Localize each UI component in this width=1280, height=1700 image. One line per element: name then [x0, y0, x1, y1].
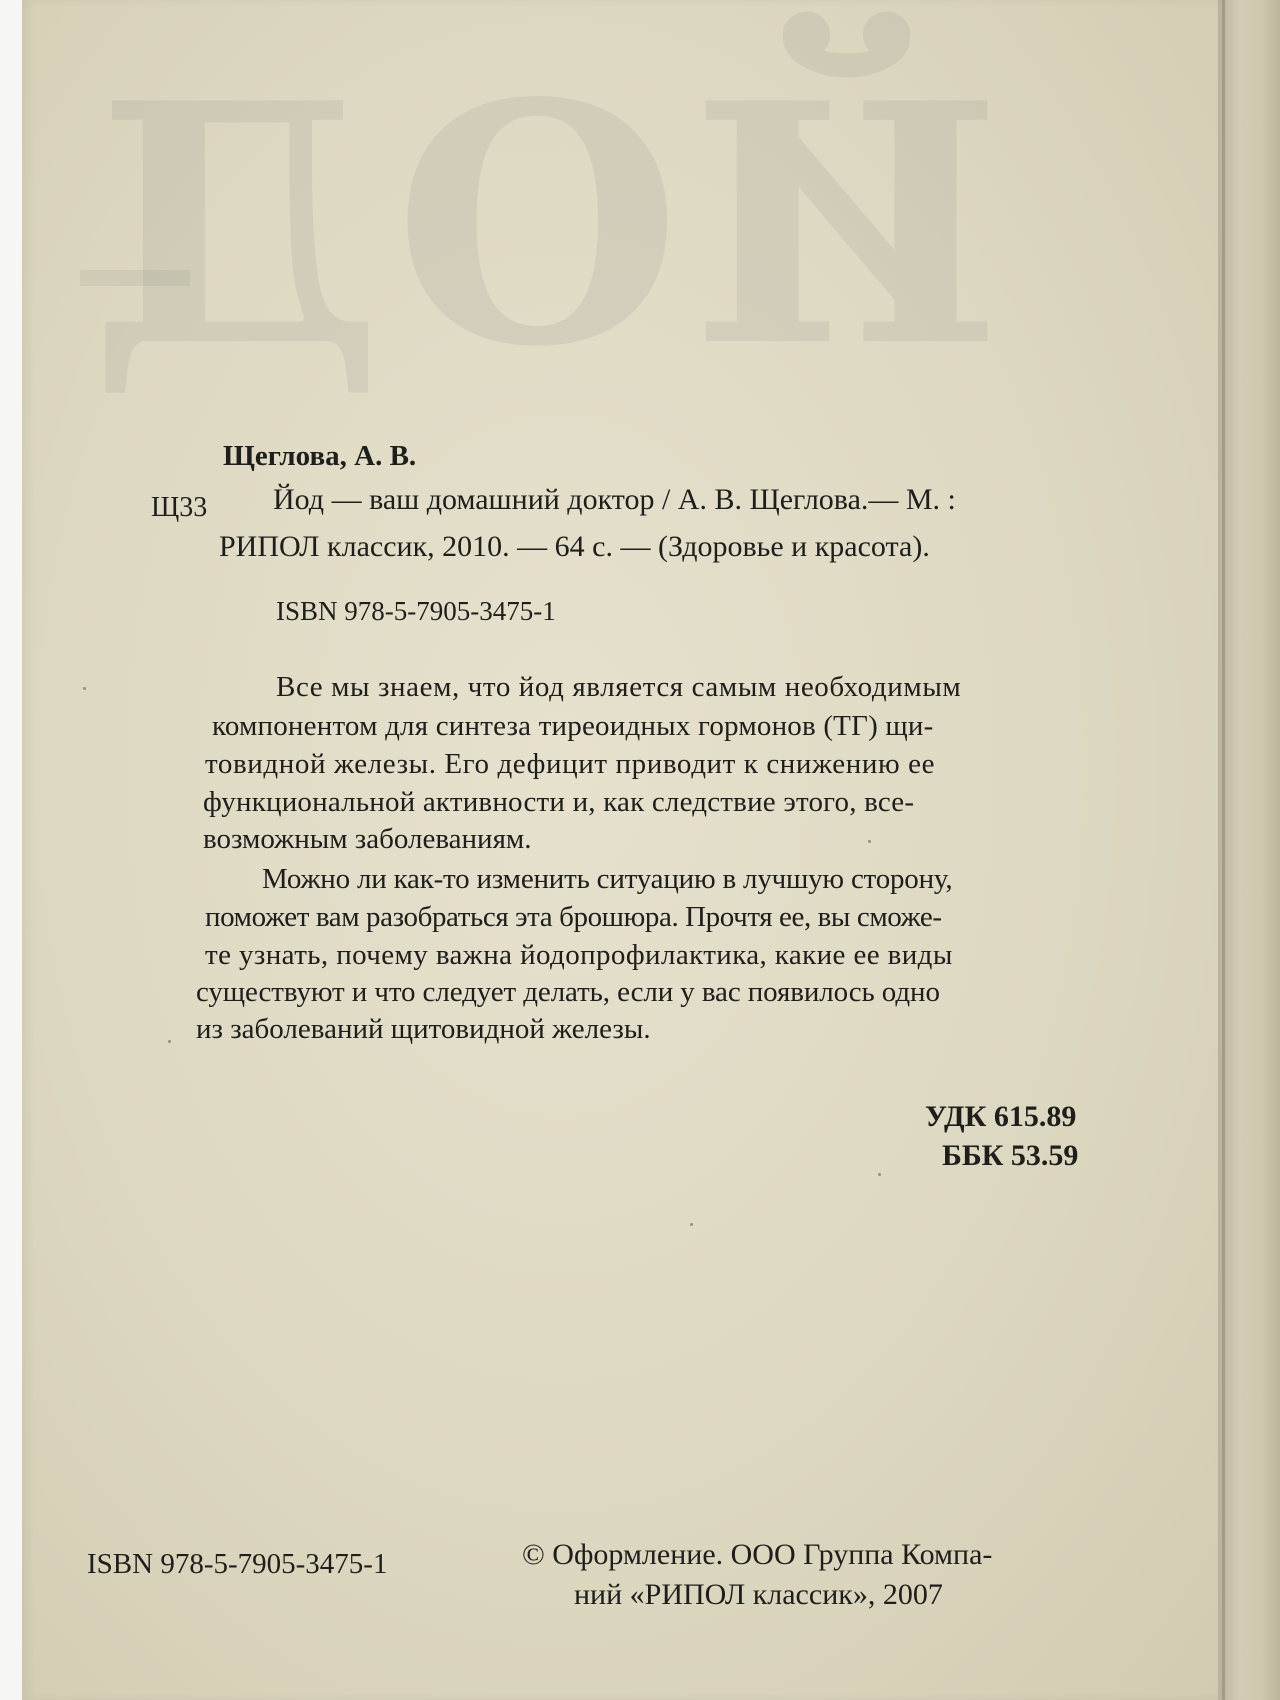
book-gutter: [1218, 0, 1280, 1700]
paper-speck: [878, 1173, 881, 1176]
paper-speck: [690, 1223, 693, 1226]
cover-show-through: ЙОД: [80, 31, 1003, 419]
cover-show-through-dash: [80, 270, 190, 286]
gutter-edge: [1222, 0, 1225, 1700]
abstract-line: компонентом для синтеза тиреоидных гормонов (ТГ) щи-: [212, 710, 934, 742]
isbn-footer: ISBN 978-5-7905-3475-1: [87, 1548, 388, 1580]
paper-speck: [868, 840, 871, 843]
bibliographic-line-1: Йод — ваш домашний доктор / А. В. Щеглова.— М. :: [273, 483, 956, 516]
author-heading: Щеглова, А. В.: [223, 440, 417, 472]
abstract-line: возможным заболеваниям.: [203, 823, 532, 855]
abstract-line: поможет вам разобраться эта брошюра. Прочтя ее, вы сможе-: [205, 901, 942, 933]
abstract-line: те узнать, почему важна йодопрофилактика, какие ее виды: [205, 939, 953, 971]
classification-code: Щ33: [151, 492, 208, 523]
copyright-line-1: © Оформление. ООО Группа Компа-: [522, 1538, 993, 1571]
abstract-line: из заболеваний щитовидной железы.: [196, 1013, 651, 1045]
abstract-line: Все мы знаем, что йод является самым необходимым: [276, 671, 962, 703]
paper-speck: [83, 687, 86, 690]
isbn-main: ISBN 978-5-7905-3475-1: [276, 596, 556, 626]
abstract-line: существуют и что следует делать, если у вас появилось одно: [196, 976, 940, 1008]
udk-code: УДК 615.89: [925, 1100, 1077, 1133]
abstract-line: товидной железы. Его дефицит приводит к снижению ее: [205, 748, 936, 780]
bibliographic-line-2: РИПОЛ классик, 2010. — 64 с. — (Здоровье и красота).: [219, 530, 930, 563]
abstract-line: Можно ли как-то изменить ситуацию в лучшую сторону,: [262, 863, 953, 895]
bbk-code: ББК 53.59: [942, 1139, 1079, 1172]
paper-speck: [168, 1040, 171, 1043]
abstract-line: функциональной активности и, как следствие этого, все-: [203, 786, 915, 818]
copyright-line-2: ний «РИПОЛ классик», 2007: [574, 1578, 943, 1611]
